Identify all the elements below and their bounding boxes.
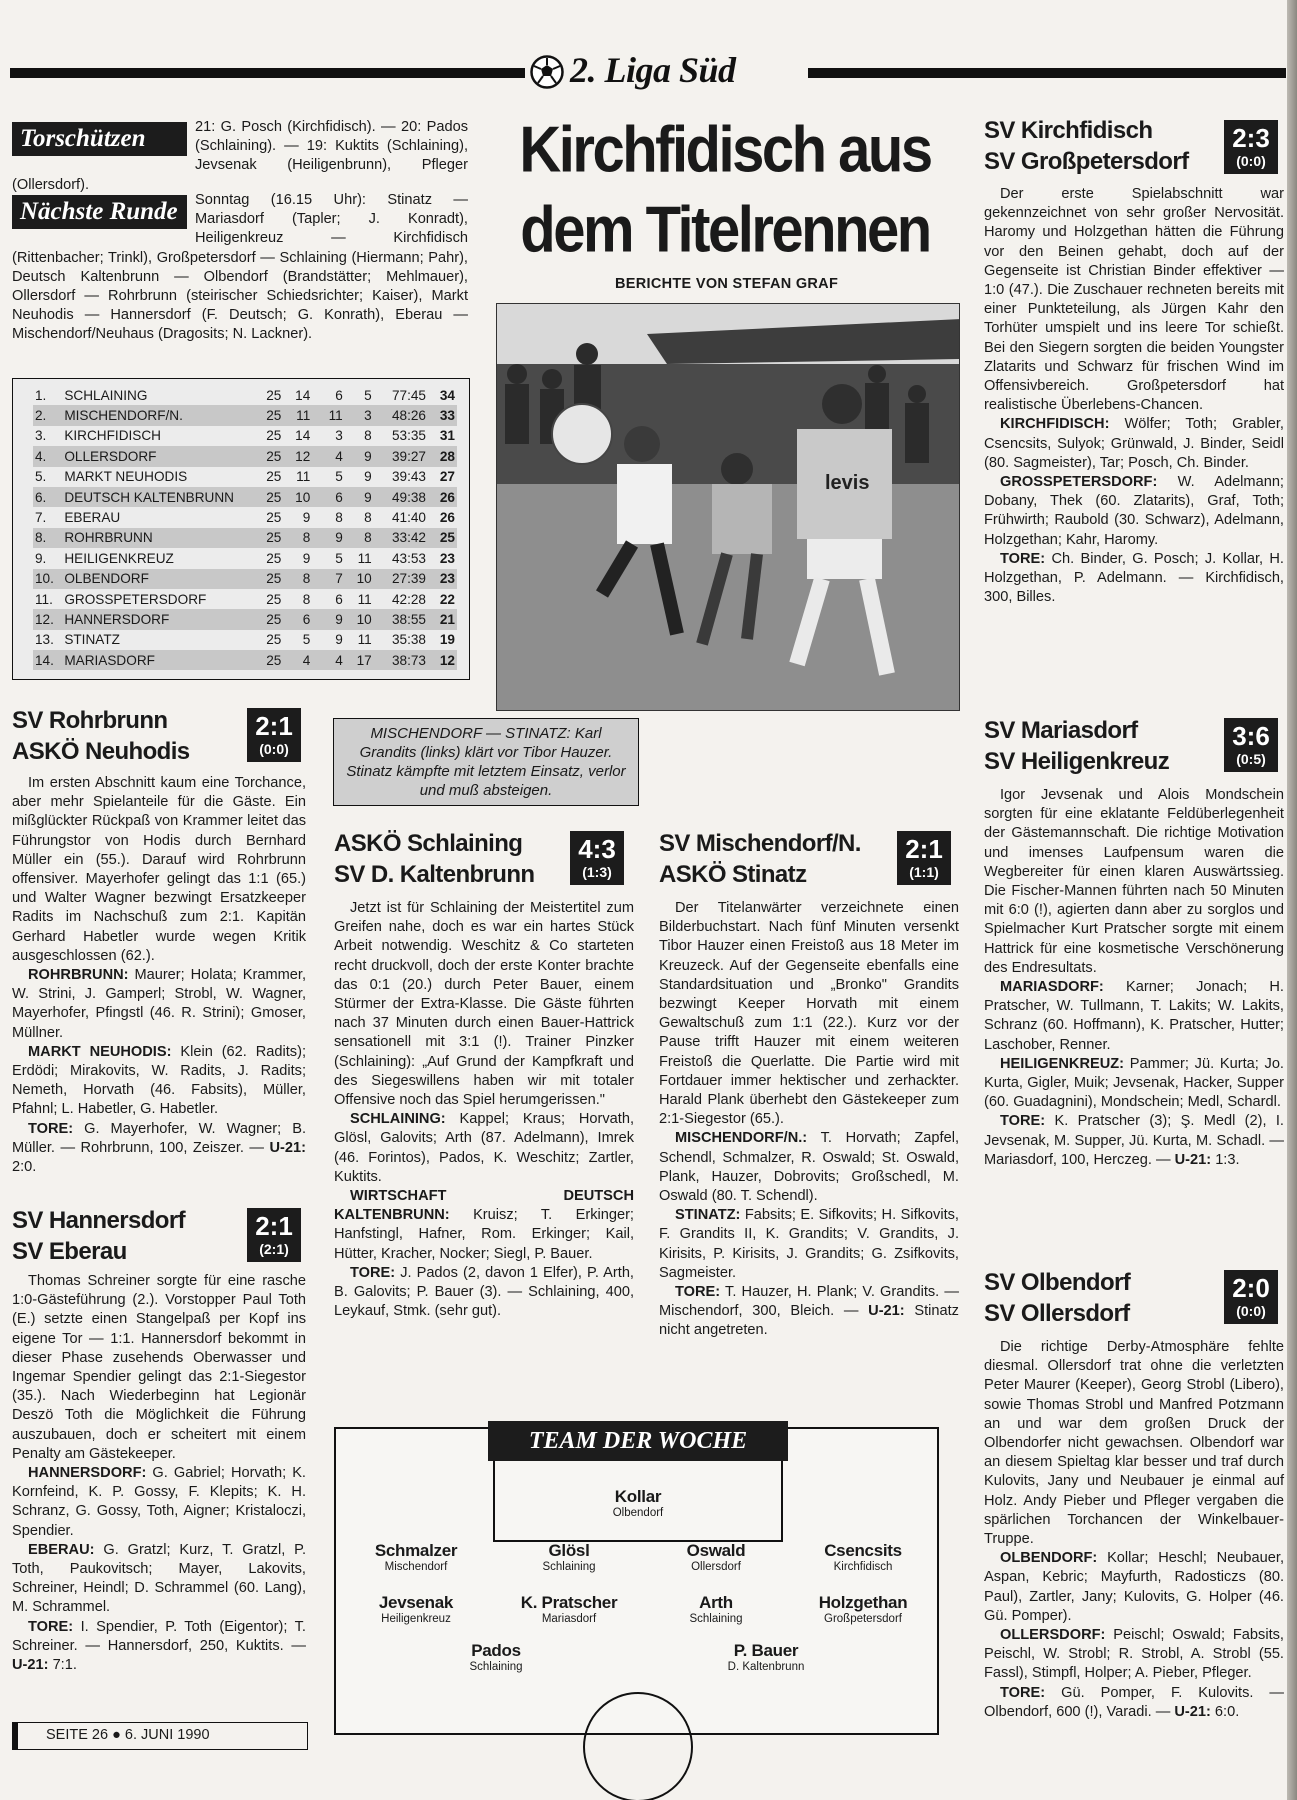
team-player-club: Heiligenkreuz [381,1613,451,1625]
standings-row [33,467,457,487]
torschuetzen-body: 21: G. Posch (Kirchfidisch). — 20: Pados (Schlaining). — 19: Kuktits (Schlaining), Jevsenak (Heiligenbrunn), Pfleger (Ollersdorf). [12,119,468,193]
schlaining-team2-players: Kruisz; T. Erkinger; Hanfstingl, Hafner, Rom. Erkinger; Kail, Hütter, Kracher, Nocker; Siegl, P. Bauer. [334,1207,634,1262]
mariasdorf-score: 3:6 [1232,721,1270,751]
standings-goals: 77:45 [391,387,426,403]
olbendorf-u21-label: U-21: [1174,1703,1211,1720]
rohrbrunn-team1-players: Maurer; Holata; Krammer, W. Strini, J. Gamperl; Strobl, W. Wagner, Mayerhofer, Pfingstl (46. R. Strini); Gmoser, Müllner. [12,967,306,1041]
page-edge [1287,0,1297,1800]
standings-games: 25 [266,428,282,444]
kirchfidisch-home: SV Kirchfidisch [984,117,1153,144]
standings-goals: 42:28 [391,591,426,607]
standings-games: 25 [251,405,284,425]
standings-rank: 13. [35,632,54,648]
kirchfidisch-team1-players: Wölfer; Toth; Grabler, Csencsits, Sulyok; Grünwald, J. Binder, Seidl (80. Sagmeister), Tar; Posch, Ch. Binder. [984,416,1284,471]
standings-rank: 6. [33,487,62,507]
headline-line1: Kirchfidisch aus [519,113,931,186]
mischendorf-away: ASKÖ Stinatz [659,861,807,888]
mariasdorf-tore-label: TORE: [1000,1113,1046,1130]
standings-goals: 38:55 [374,609,428,629]
headline [490,115,960,265]
standings-draws: 4 [312,446,344,466]
standings-goals: 39:27 [374,446,428,466]
schlaining-score-box [570,831,624,885]
naechste-runde-text [12,191,468,345]
standings-losses: 11 [357,550,372,566]
rohrbrunn-team2-name: MARKT NEUHODIS: [28,1043,172,1060]
rohrbrunn-away: ASKÖ Neuhodis [12,738,190,765]
standings-goals: 27:39 [374,569,428,589]
team-player-club: D. Kaltenbrunn [727,1661,805,1673]
standings-row [33,507,457,527]
rohrbrunn-score: 2:1 [255,711,293,741]
mischendorf-report [659,899,959,1341]
mischendorf-u21: Stinatz nicht angetreten. [659,1303,959,1339]
standings-points: 19 [439,632,455,648]
standings-rank: 8. [33,528,62,548]
standings-points: 25 [428,528,457,548]
kirchfidisch-p1: Der erste Spielabschnitt war gekennzeichnet von sehr großer Nervosität. Haromy und Holzgethan hätten die Führung vor den Beinen gehabt, doch auf der Gegenseite ist Christian Binder effektiver — 1:0 (47.). Die Zuschauer rechneten bereits mit einer Punkteteilung, als Jürgen Kahr den Torhüter umspielt und ins leere Tor schießt. Bei den Siegern sorgten die beiden Youngster Zlatarits und Schwarz für frischen Wind im Offensivbereich. Großpetersdorf hat realistische Überlebens-Chancen. [984,186,1284,414]
team-player [421,1641,571,1673]
standings-points: 27 [439,469,455,485]
schlaining-score: 4:3 [578,834,616,864]
standings-goals: 43:53 [391,550,426,566]
team-player-name: K. Pratscher [520,1593,618,1612]
footer [12,1722,308,1750]
team-player [691,1641,841,1673]
headline-line2: dem Titelrennen [520,193,930,266]
standings-losses: 9 [364,469,372,485]
rohrbrunn-report [12,774,306,1177]
team-player-name: Arth [699,1593,733,1612]
mischendorf-u21-label: U-21: [868,1303,905,1320]
rohrbrunn-team2-players: Klein (62. Radits); Erdödi; Mirakovits, W. Radits, J. Radits; Nemeth, Horvath (46. Fabsits), Müller, Pfahnl; L. Habetler, G. Habetler. [12,1043,306,1118]
standings-team: DEUTSCH KALTENBRUNN [62,487,250,507]
olbendorf-team1-players: Kollar; Heschl; Neubauer, Aspan, Kebric; Mayfurth, Radosticzs (80. Paul), Zartler, Jany; Kulovits, G. Holper (46. Gü. Pomper). [984,1550,1284,1624]
standings-wins: 8 [302,591,311,607]
team-player [341,1593,491,1625]
standings-team: HANNERSDORF [62,609,250,629]
standings-wins: 12 [283,446,312,466]
standings-points: 22 [439,591,455,607]
team-player-name: Oswald [686,1541,746,1560]
photo-caption: MISCHENDORF — STINATZ: Karl Grandits (links) klärt vor Tibor Hauzer. Stinatz kämpfte mit letztem Einsatz, verlor und muß absteigen. [333,718,639,806]
team-player-name: Kollar [614,1487,662,1506]
olbendorf-half: (0:0) [1236,1303,1266,1319]
standings-rank: 14. [33,650,62,670]
standings-losses: 9 [345,446,374,466]
standings-row [33,487,457,507]
mariasdorf-team1-players: Karner; Jonach; H. Pratscher, W. Tullmann, T. Lakits; W. Lakits, Schranz (60. Hoffmann), K. Pratscher, Hutter; Laschober, Renner. [984,979,1284,1053]
team-player [494,1541,644,1573]
standings-draws: 3 [335,428,343,444]
olbendorf-report [984,1338,1284,1722]
olbendorf-u21: 6:0. [1214,1703,1240,1720]
standings-wins: 4 [283,650,312,670]
standings-rank: 10. [33,569,62,589]
standings-goals: 41:40 [391,510,426,526]
standings [33,385,457,670]
team-player-club: Schlaining [689,1613,743,1625]
standings-wins: 11 [283,405,312,425]
standings-games: 25 [266,469,282,485]
kirchfidisch-team2-name: GROSSPETERSDORF: [1000,474,1158,491]
standings-team: MARKT NEUHODIS [64,469,188,485]
standings-wins: 9 [302,550,311,566]
schlaining-team1-name: SCHLAINING: [350,1111,446,1128]
standings-goals: 38:73 [374,650,428,670]
team-player [341,1541,491,1573]
standings-row [33,405,457,425]
standings-losses: 10 [345,569,374,589]
mischendorf-team1-name: MISCHENDORF/N.: [675,1130,808,1147]
section-title: 2. Liga Süd [570,50,736,90]
team-player-club: Mariasdorf [541,1613,597,1625]
standings-team: EBERAU [64,510,121,526]
game-olbendorf [984,1267,1284,1329]
team-player [641,1593,791,1625]
standings-rank: 2. [33,405,62,425]
mischendorf-team2-players: Fabsits; E. Sifkovits; H. Sifkovits, F. Grandits II, K. Grandits; V. Grandits, J. Kirisits, P. Kirisits, J. Grandits; G. Zsifkovits, Sagmeister. [659,1207,959,1281]
standings-draws: 6 [335,387,343,403]
mischendorf-half: (1:1) [909,864,939,880]
naechste-runde-body: Sonntag (16.15 Uhr): Stinatz — Mariasdorf (Tapler; J. Konradt), Heiligenkreuz — Kirchfidisch (Rittenbacher; Trinkl), Großpetersdorf — Schlaining (Hiermann; Pahr), Deutsch Kaltenbrunn — Olbendorf (Brandstätter; Mehlmauer), Ollersdorf — Rohrbrunn (steirischer Schiedsrichter; Kaiser), Markt Neuhodis — Hannersdorf (F. Deutsch; G. Konrath), Eberau — Mischendorf/Neuhaus (Dragosits; N. Lackner). [12,192,468,343]
team-player [563,1487,713,1519]
game-kirchfidisch [984,115,1284,177]
rohrbrunn-score-box [247,708,301,762]
standings-losses: 8 [345,528,374,548]
standings-team: HEILIGENKREUZ [64,550,174,566]
kirchfidisch-tore-label: TORE: [1000,550,1046,567]
standings-wins: 5 [302,632,311,648]
mariasdorf-home: SV Mariasdorf [984,717,1138,744]
standings-points: 33 [428,405,457,425]
hannersdorf-tore: I. Spendier, P. Toth (Eigentor); T. Schreiner. — Hannersdorf, 250, Kuktits. — [12,1618,306,1654]
standings-games: 25 [266,550,282,566]
team-der-woche [334,1427,939,1735]
rohrbrunn-tore: G. Mayerhofer, W. Wagner; B. Müller. — Rohrbrunn, 100, Zeiszer. — [12,1120,306,1156]
olbendorf-tore-label: TORE: [1000,1684,1046,1701]
schlaining-tore: J. Pados (2, davon 1 Elfer), P. Arth, B. Galovits; P. Bauer (3). — Schlaining, 400, Leykauf, Stmk. (sehr gut). [334,1264,634,1320]
standings-team: KIRCHFIDISCH [64,428,161,444]
standings-row [33,528,457,548]
team-player-club: Schlaining [469,1661,523,1673]
standings-losses: 11 [357,591,372,607]
mischendorf-score: 2:1 [905,834,943,864]
standings-rank: 9. [35,550,47,566]
standings-row [33,426,457,446]
rohrbrunn-p1: Im ersten Abschnitt kaum eine Torchance, aber mehr Spielanteile für die Gäste. Ein mißglückter Rückpaß von Krammer leitet das Führungstor von Hodis durch Bernhard Müller ein (55.). Darauf wird Rohrbrunn offensiver. Mayerhofer gelingt das 1:1 (65.) und Walter Wagner bezwingt Ersatzkeeper Radits im Nachschuß zum 2:1. Kapitän Gerhard Habetler wurde wegen Kritik ausgeschlossen (62.). [12,775,306,964]
standings-goals: 35:38 [391,632,426,648]
footer-bullet: ● [112,1727,121,1743]
team-player-name: Glösl [548,1541,590,1560]
standings-wins: 14 [295,387,311,403]
schlaining-p1: Jetzt ist für Schlaining der Meistertitel zum Greifen nahe, doch es war ein hartes Stück Arbeit notwendig. Weschitz & Co starteten recht druckvoll, doch der erste Konter brachte das 0:1 (20.) durch Peter Bauer, einem Stürmer der Extra-Klasse. Die Gäste führten nach 37 Minuten durch einen Bauer-Hattrick sensationell mit 3:1 (!). Trainer Pinzker (Schlaining): „Auf Grund der Kampfkraft und des Siegeswillens haben wir mit totaler Offensive noch das Spiel herumgerissen." [334,900,634,1109]
torschuetzen-label: Torschützen [12,122,187,156]
header-rule-right [808,68,1286,78]
standings-row [33,385,457,405]
standings-row [33,609,457,629]
standings-goals: 39:43 [391,469,426,485]
schlaining-team2-name: WIRTSCHAFT DEUTSCH KALTENBRUNN: [334,1188,634,1224]
standings-draws: 5 [335,469,343,485]
schlaining-home: ASKÖ Schlaining [334,830,523,857]
mariasdorf-p1: Igor Jevsenak und Alois Mondschein sorgten für eine eklatante Feldüberlegenheit der Gästemannschaft. Die richtige Motivation und imenses Laufpensum waren die Wegbereiter für einen klaren Auswärtssieg. Die Fischer-Mannen führten nach 50 Minuten mit 6:0 (!), agierten dann aber zu sorglos und Spielmacher Kurt Pratscher sorgte mit einem Hattrick für eine kosmetische Verschönerung des Endresultats. [984,787,1284,976]
standings-points: 21 [428,609,457,629]
hannersdorf-score-box [247,1208,301,1262]
kirchfidisch-team1-name: KIRCHFIDISCH: [1000,416,1110,433]
standings-draws: 9 [312,528,344,548]
mariasdorf-u21: 1:3. [1215,1151,1240,1168]
hannersdorf-u21: 7:1. [52,1657,77,1674]
standings-draws: 7 [312,569,344,589]
team-player-name: P. Bauer [733,1641,799,1660]
standings-points: 26 [439,510,455,526]
standings-games: 25 [266,591,282,607]
standings-losses: 8 [364,510,372,526]
standings-row [33,548,457,568]
team-player-club: Großpetersdorf [824,1613,902,1625]
standings-goals: 33:42 [374,528,428,548]
kirchfidisch-score-box [1224,120,1278,174]
mischendorf-tore-label: TORE: [675,1284,721,1301]
schlaining-report [334,899,634,1321]
hannersdorf-home: SV Hannersdorf [12,1207,185,1234]
olbendorf-team1-name: OLBENDORF: [1000,1550,1098,1567]
schlaining-half: (1:3) [582,864,612,880]
standings-rank: 7. [35,510,47,526]
hannersdorf-score: 2:1 [255,1211,293,1241]
team-player-club: Kirchfidisch [833,1561,893,1573]
team-player-club: Olbendorf [612,1507,664,1519]
mariasdorf-u21-label: U-21: [1174,1151,1212,1168]
mischendorf-p1: Der Titelanwärter verzeichnete einen Bilderbuchstart. Nach fünf Minuten versenkt Tibor Hauzer einen Freistoß aus 18 Meter im Kreuzeck. Auf der Gegenseite ebenfalls eine Standardsituation und „Bronko" Grandits bezwingt Keeper Horvath mit einem Gewaltschuß zum 1:1 (22.). Kurz vor der Pause trifft Hauzer mit einem weiteren Freistoß die Querlatte. Die Partie wird mit Fortdauer immer hektischer und zerhackter. Harald Plank überhebt den Gästekeeper zum 2:1-Siegestor (65.). [659,900,959,1128]
standings-wins: 9 [302,510,311,526]
naechste-runde-label: Nächste Runde [12,195,187,229]
olbendorf-team2-players: Peischl; Oswald; Fabsits, Peischl, W. Strobl; R. Strobl, A. Strobl (55. Fassl), Stimpfl, Holper; A. Pieber, Pfleger. [984,1627,1284,1682]
standings-wins: 8 [283,569,312,589]
standings-wins: 10 [283,487,312,507]
olbendorf-score-box [1224,1270,1278,1324]
hannersdorf-tore-label: TORE: [28,1618,74,1635]
standings-draws: 8 [335,510,343,526]
standings-games: 25 [251,528,284,548]
standings-losses: 8 [364,428,372,444]
team-player [494,1593,644,1625]
rohrbrunn-u21: 2:0. [12,1159,37,1176]
standings-points: 23 [439,550,455,566]
team-player-club: Ollersdorf [691,1561,741,1573]
standings-rank: 11. [35,591,53,607]
team-player-name: Holzgethan [818,1593,908,1612]
jersey-text: levis [825,472,870,494]
standings-losses: 3 [345,405,374,425]
hannersdorf-p1: Thomas Schreiner sorgte für eine rasche 1:0-Gästeführung (2.). Vorstopper Paul Toth (E.) setzte einen Stangelpaß per Kopf ins eigene Tor — 1:1. Hannersdorf bekommt in dieser Phase zusehends Oberwasser und Ingemar Spendier gelingt das 2:1-Siegestor (35.). Nach Wiederbeginn hat Legionär Deszö Toth die Möglichkeit die Führung auszubauen, doch er scheitert mit einem Penalty am Gästekeeper. [12,1273,306,1462]
byline: BERICHTE VON STEFAN GRAF [615,276,839,292]
standings-rank: 4. [33,446,62,466]
standings-row [33,446,457,466]
match-photo [496,303,960,711]
schlaining-away: SV D. Kaltenbrunn [334,861,535,888]
team-der-woche-title: TEAM DER WOCHE [488,1421,788,1461]
team-grid [336,1429,937,1733]
footer-date: 6. JUNI 1990 [124,1727,210,1743]
mariasdorf-half: (0:5) [1236,751,1266,767]
olbendorf-score: 2:0 [1232,1273,1270,1303]
standings-losses: 9 [345,487,374,507]
mischendorf-team1-players: T. Horvath; Zapfel, Schendl, Schmalzer, R. Oswald; St. Oswald, Plank, Hauzer, Dobrovits; Großschedl, M. Oswald (80. T. Schendl). [659,1130,959,1205]
team-player-name: Schmalzer [374,1541,458,1560]
hannersdorf-team1-name: HANNERSDORF: [28,1465,147,1482]
standings-team: STINATZ [64,632,120,648]
match-photo-graphic [497,304,960,711]
standings-losses: 17 [345,650,374,670]
hannersdorf-team2-players: G. Gratzl; Kurz, T. Gratzl, P. Toth, Paukovitsch; Mayer, Lakovits, Schreiner, Heindl; D. Schrammel (60. Lang), M. Schrammel. [12,1541,307,1616]
olbendorf-tore: Gü. Pomper, F. Kulovits. — Olbendorf, 600 (!), Varadi. — [984,1684,1284,1720]
standings-points: 23 [428,569,457,589]
torschuetzen-text [12,118,468,195]
hannersdorf-team1-players: G. Gabriel; Horvath; K. Kornfeind, K. P. Gossy, F. Klepits; K. H. Schranz, G. Gossy, Toth, Aigner; Kristaloczi, Spendier. [12,1465,306,1539]
team-player-name: Jevsenak [378,1593,454,1612]
olbendorf-team2-name: OLLERSDORF: [1000,1627,1106,1644]
kirchfidisch-away: SV Großpetersdorf [984,148,1189,175]
standings-points: 34 [439,387,455,403]
hannersdorf-report [12,1272,306,1675]
team-player-name: Pados [471,1641,521,1660]
standings-losses: 10 [345,609,374,629]
mischendorf-team2-name: STINATZ: [675,1207,741,1224]
kirchfidisch-team2-players: W. Adelmann; Dobany, Thek (60. Zlatarits), Graf, Toth; Frühwirth; Raubold (30. Schwarz), Adelmann, Holzgethan; Kahr, Haromy. [984,474,1284,548]
standings-team: OLLERSDORF [62,446,250,466]
standings-table [12,378,470,680]
mischendorf-score-box [897,831,951,885]
standings-wins: 8 [283,528,312,548]
team-player-name: Csencsits [824,1541,902,1560]
standings-points: 26 [428,487,457,507]
standings-goals: 53:35 [391,428,426,444]
standings-draws: 9 [312,609,344,629]
game-rohrbrunn [12,705,306,767]
kirchfidisch-half: (0:0) [1236,153,1266,169]
standings-goals: 48:26 [374,405,428,425]
standings-games: 25 [266,510,282,526]
standings-rank: 5. [35,469,47,485]
standings-points: 28 [428,446,457,466]
standings-games: 25 [251,446,284,466]
mariasdorf-tore: K. Pratscher (3); Ş. Medl (2), I. Jevsenak, M. Supper, Jü. Kurta, M. Schadl. — Mariasdorf, 100, Herczeg. — [984,1113,1284,1168]
standings-rank: 12. [33,609,62,629]
standings-games: 25 [251,487,284,507]
standings-points: 12 [428,650,457,670]
standings-wins: 6 [283,609,312,629]
hannersdorf-away: SV Eberau [12,1238,127,1265]
team-player [641,1541,791,1573]
game-hannersdorf [12,1205,306,1267]
standings-team: MISCHENDORF/N. [62,405,250,425]
rohrbrunn-tore-label: TORE: [28,1120,74,1137]
soccer-ball-icon [530,55,564,89]
footer-page: SEITE 26 [46,1727,109,1743]
mariasdorf-team2-players: Pammer; Jü. Kurta; Jo. Kurta, Gigler, Muik; Jevsenak, Hacker, Supper (60. Guadagnini), Mondschein; Medl, Schardl. [984,1055,1284,1111]
standings-draws: 9 [335,632,343,648]
hannersdorf-half: (2:1) [259,1241,289,1257]
standings-wins: 11 [296,469,311,485]
standings-goals: 49:38 [374,487,428,507]
kirchfidisch-score: 2:3 [1232,123,1270,153]
standings-draws: 4 [312,650,344,670]
hannersdorf-u21-label: U-21: [12,1657,49,1674]
standings-points: 31 [439,428,455,444]
olbendorf-p1: Die richtige Derby-Atmosphäre fehlte diesmal. Ollersdorf trat ohne die verletzten Peter Maurer (Keeper), Georg Strobl (Libero), sowie Thomas Strobl und Manfred Potzmann an und war dem großen Druck der Olbendorfer nicht gewachsen. Olbendorf war an diesem Spieltag klar besser und traf durch Kulovits, Jany und Neubauer je einmal auf Holz. Andy Pieber und Pfleger vergaben die spärlichen Torchancen der Winkelbauer-Truppe. [984,1339,1284,1548]
standings-draws: 11 [312,405,344,425]
standings-draws: 5 [335,550,343,566]
header-rule-left [10,68,525,78]
mariasdorf-team2-name: HEILIGENKREUZ: [1000,1055,1125,1072]
standings-rank: 3. [35,428,47,444]
schlaining-team1-players: Kappel; Kraus; Horvath, Glösl, Galovits; Arth (87. Adelmann), Imrek (46. Forintos), Pados, K. Weschitz; Zartler, Kuktits. [334,1111,635,1185]
standings-losses: 11 [357,632,372,648]
mariasdorf-away: SV Heiligenkreuz [984,748,1170,775]
rohrbrunn-team1-name: ROHRBRUNN: [28,967,129,984]
standings-wins: 14 [295,428,311,444]
kirchfidisch-report [984,185,1284,607]
standings-draws: 6 [312,487,344,507]
game-mariasdorf [984,715,1284,777]
standings-losses: 5 [364,387,372,403]
standings-team: MARIASDORF [62,650,250,670]
standings-team: SCHLAINING [64,387,148,403]
rohrbrunn-home: SV Rohrbrunn [12,707,168,734]
standings-row [33,630,457,650]
olbendorf-home: SV Olbendorf [984,1269,1131,1296]
standings-games: 25 [251,609,284,629]
rohrbrunn-half: (0:0) [259,741,289,757]
standings-row [33,650,457,670]
standings-team: ROHRBRUNN [62,528,250,548]
mischendorf-home: SV Mischendorf/N. [659,830,861,857]
standings-games: 25 [251,650,284,670]
mariasdorf-score-box [1224,718,1278,772]
mariasdorf-report [984,786,1284,1170]
olbendorf-away: SV Ollersdorf [984,1300,1130,1327]
game-mischendorf [659,828,959,890]
standings-team: OLBENDORF [62,569,250,589]
standings-draws: 6 [335,591,343,607]
mariasdorf-team1-name: MARIASDORF: [1000,979,1104,996]
team-player [788,1593,938,1625]
team-player-club: Mischendorf [384,1561,448,1573]
standings-team: GROSSPETERSDORF [64,591,207,607]
team-player [788,1541,938,1573]
rohrbrunn-u21-label: U-21: [269,1139,306,1156]
team-player-club: Schlaining [542,1561,596,1573]
standings-games: 25 [251,569,284,589]
game-schlaining [334,828,634,890]
standings-games: 25 [266,387,282,403]
mischendorf-tore: T. Hauzer, H. Plank; V. Grandits. — Mischendorf, 300, Bleich. — [659,1284,959,1320]
standings-row [33,589,457,609]
schlaining-tore-label: TORE: [350,1264,396,1281]
hannersdorf-team2-name: EBERAU: [28,1541,95,1558]
standings-rank: 1. [35,387,47,403]
kirchfidisch-tore: Ch. Binder, G. Posch; J. Kollar, H. Holzgethan, P. Adelmann. — Kirchfidisch, 300, Billes. [984,550,1284,606]
standings-row [33,569,457,589]
standings-games: 25 [266,632,282,648]
